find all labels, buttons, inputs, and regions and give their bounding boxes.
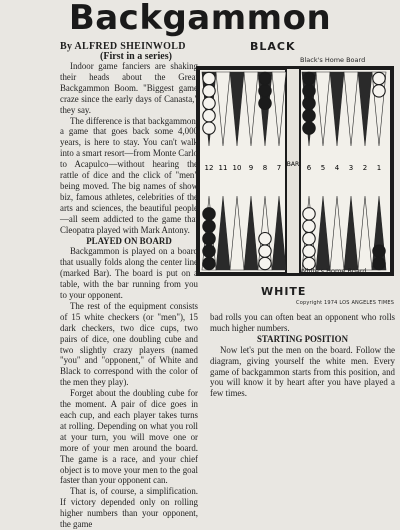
byline: By ALFRED SHEINWOLD [60,41,186,52]
white-checker [303,245,315,257]
white-checker [303,208,315,220]
point-number: 1 [376,164,382,172]
black-checker [203,245,215,257]
article-column-left [60,61,198,530]
point-number: 11 [218,164,228,172]
point-number: 9 [248,164,254,172]
backgammon-board-diagram [196,66,394,276]
white-player-label: WHITE [261,285,307,298]
headline: Backgammon [68,0,332,38]
white-checker [259,233,271,245]
point-number: 5 [320,164,326,172]
article-column-right [210,312,395,399]
black-player-label: BLACK [250,40,296,53]
copyright-line: Copyright 1974 LOS ANGELES TIMES [296,300,395,306]
article-paragraph: That is, of course, a simplification. If victory depended only on rolling higher numbers than your opponent, the game [60,486,198,530]
black-checker [303,97,315,109]
white-checker [259,257,271,269]
article-paragraph: Indoor game fanciers are shaking their heads about the Great Backgammon Boom. "Biggest game craze since the early days of Canasta," they say. [60,61,198,115]
point-number: 12 [204,164,214,172]
point-number: 4 [334,164,340,172]
black-checker [303,72,315,84]
white-checker [203,110,215,122]
black-checker [259,85,271,97]
white-checker [203,97,215,109]
white-checker [303,220,315,232]
black-checker [373,257,385,269]
black-checker [203,208,215,220]
point-number: 10 [232,164,242,172]
point-number: 2 [362,164,368,172]
black-checker [303,122,315,134]
black-checker [203,233,215,245]
point-number: 6 [306,164,312,172]
bar-label: BAR [286,161,300,168]
section-heading: STARTING POSITION [256,333,348,344]
article-paragraph: The difference is that backgammon, a game that goes back some 4,000 years, is here to stay. You can't walk into a smart resort—from Monte Carlo to Acapulco—without hearing the rattle of dice and the click of "men" being moved. The big names of show biz, famous athletes, celebrities of the arts and sciences, the beautiful people—all seem addicted to the game that Cleopatra played with Mark Antony. [60,115,198,235]
article-paragraph: Now let's put the men on the board. Follow the diagram, giving yourself the white men. Every game of backgammon starts from this position, and you will know it by heart after you have played a few times. [210,344,395,399]
article-paragraph: Backgammon is played on a board that usually folds along the center line (marked Bar). The board is put on a table, with the bar running from you to your opponent. [60,246,198,301]
white-checker [259,245,271,257]
point-number: 3 [348,164,354,172]
white-checker [373,72,385,84]
white-home-board-label: White's Home Board [300,267,367,275]
black-checker [203,257,215,269]
black-checker [303,85,315,97]
point-number: 8 [262,164,268,172]
black-checker [259,72,271,84]
article-paragraph: Forget about the doubling cube for the moment. A pair of dice goes in each cup, and each player takes turns at rolling. Depending on what you roll at your turn, you will move one or more of your men around the board. The game is a race, and your chief object is to move your men to the goal faster than your opponent can. [60,388,198,486]
white-checker [203,72,215,84]
white-checker [373,85,385,97]
section-heading: PLAYED ON BOARD [86,235,172,246]
black-checker [259,97,271,109]
white-checker [203,85,215,97]
white-checker [203,122,215,134]
board-bar [286,68,300,274]
series-note: (First in a series) [100,51,172,62]
article-paragraph: The rest of the equipment consists of 15 white checkers (or "men"), 15 dark checkers, two dice cups, two pairs of dice, one doubling cube and two slightly crazy players (named "you" and "opponent," of White and Black to correspond with the color of the men they play). [60,300,198,388]
black-checker [373,245,385,257]
point-number: 7 [276,164,282,172]
article-paragraph: bad rolls you can often beat an opponent who rolls much higher numbers. [210,312,395,333]
black-checker [303,110,315,122]
white-checker [303,233,315,245]
black-checker [203,220,215,232]
black-home-board-label: Black's Home Board [300,56,366,64]
